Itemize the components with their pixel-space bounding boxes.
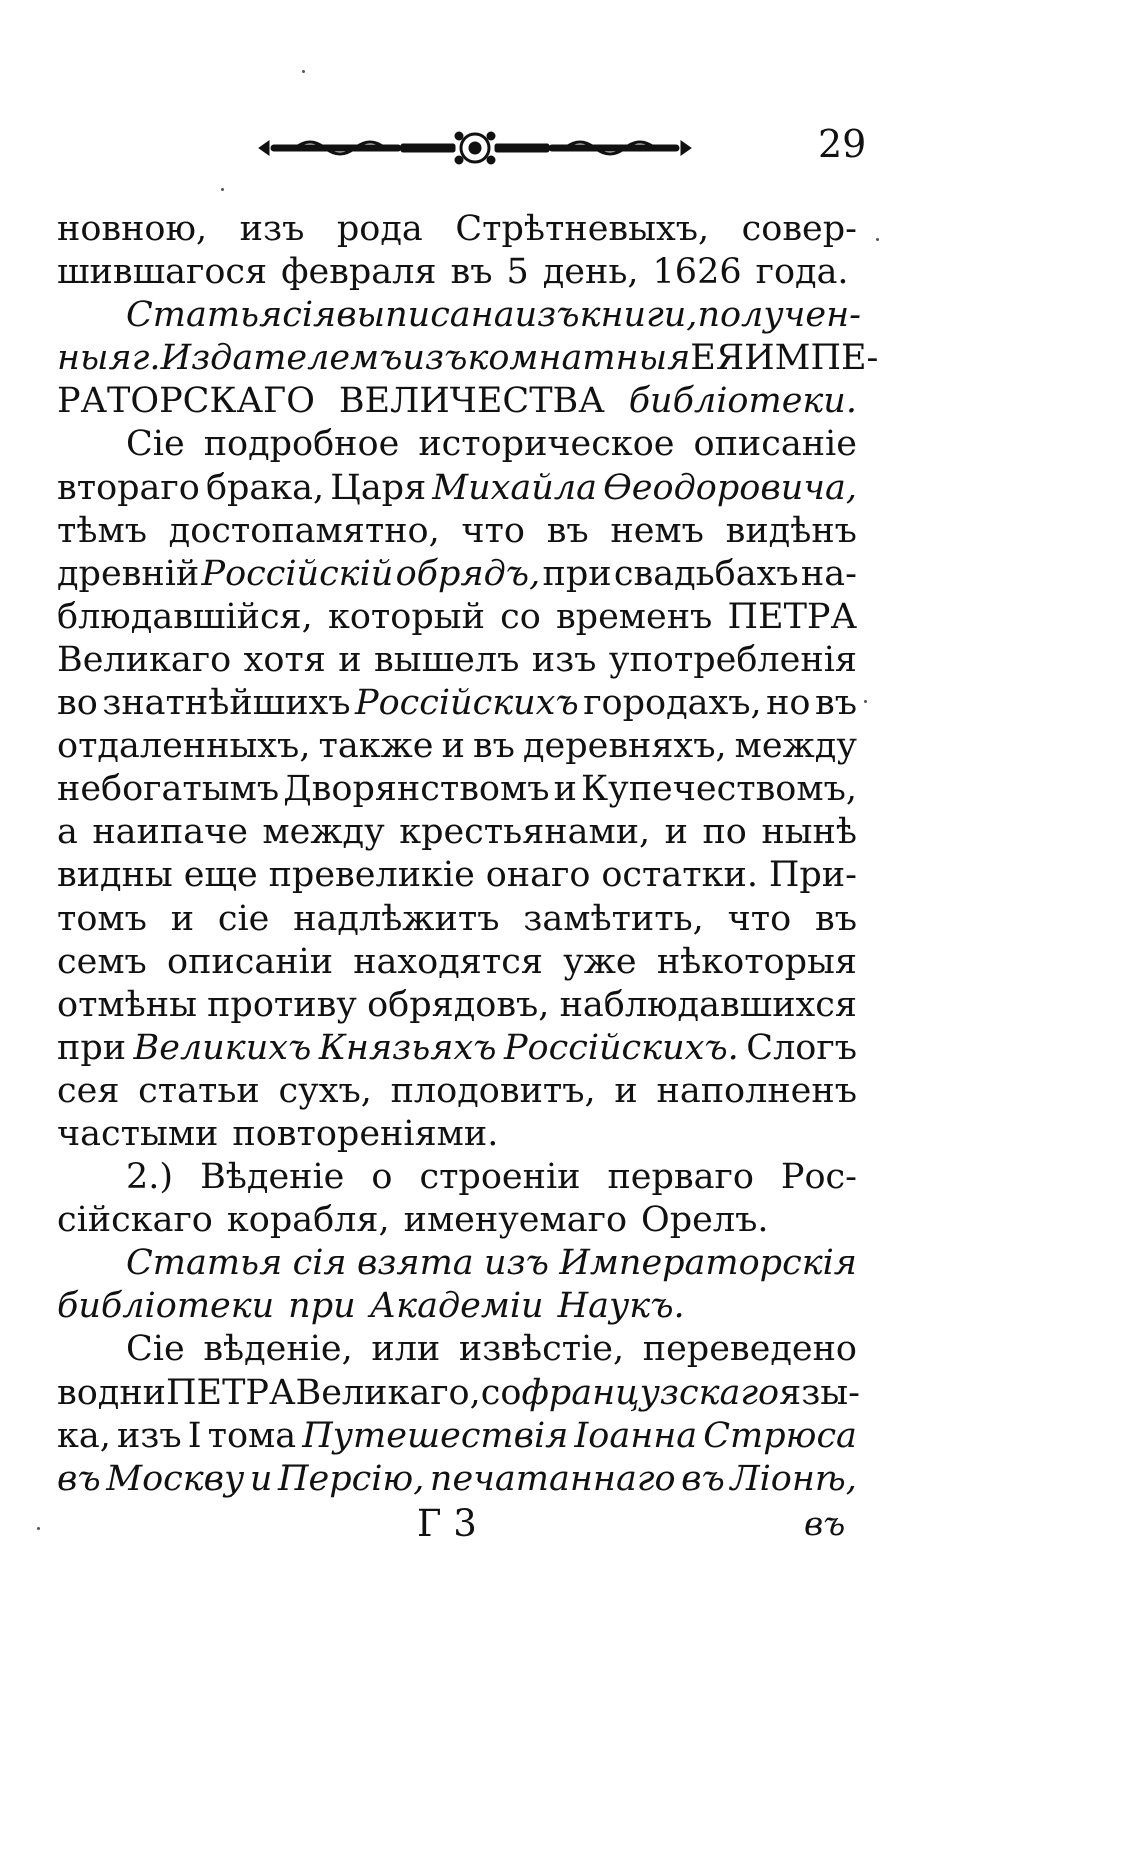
word: крестьянами,: [399, 812, 651, 853]
word: историческое: [418, 424, 675, 465]
word: 1626: [652, 252, 742, 293]
text-line: [57, 639, 857, 682]
catchword: въ: [804, 1504, 846, 1543]
word: Царя: [330, 467, 427, 508]
text-line: [57, 1415, 857, 1458]
word: новною,: [57, 209, 208, 249]
word: Стрюса: [703, 1415, 857, 1456]
word: день,: [542, 252, 639, 293]
word: Великихъ: [133, 1027, 312, 1068]
text-line: [57, 380, 857, 423]
word: Орелъ.: [641, 1200, 769, 1241]
word: Россійскій: [201, 553, 394, 594]
word: Великаго: [57, 639, 232, 680]
word: въ: [681, 1458, 725, 1499]
word: при: [542, 553, 612, 594]
word: немъ: [610, 510, 704, 551]
word: шившагося: [57, 252, 268, 293]
text-line: [57, 768, 857, 811]
word: Ліонѣ,: [730, 1458, 857, 1499]
word: также: [318, 726, 434, 767]
ornament-headpiece-icon: [255, 128, 695, 168]
word: Наукъ.: [557, 1286, 685, 1327]
word: сія: [282, 295, 337, 336]
word: вѣденіе,: [203, 1329, 353, 1370]
word: изъ: [239, 209, 305, 249]
word: о: [371, 1157, 393, 1198]
print-speck: [876, 238, 879, 241]
word: Россійскихъ: [355, 683, 579, 724]
word: Рос-: [780, 1157, 857, 1198]
word: строеніи: [419, 1157, 581, 1198]
text-line: [57, 553, 857, 596]
word: Сіе: [126, 424, 185, 465]
word: Слогъ: [746, 1027, 857, 1068]
print-speck: [864, 700, 867, 703]
text-line: [57, 510, 857, 553]
word: года.: [755, 252, 849, 293]
word: и: [614, 1070, 638, 1111]
word: обрядовъ,: [367, 984, 550, 1025]
word: наипаче: [92, 812, 248, 853]
text-line: [57, 467, 857, 510]
word: Іоанна: [574, 1415, 698, 1456]
word: при: [57, 1027, 127, 1068]
word: между: [734, 726, 857, 767]
word: извѣстіе,: [458, 1329, 625, 1370]
text-line: [57, 251, 857, 294]
word: ныя: [57, 338, 132, 379]
word: хотя: [243, 639, 326, 680]
text-line: [57, 984, 857, 1027]
word: получен-: [697, 295, 862, 336]
word: противу: [207, 984, 357, 1025]
text-line: [57, 596, 857, 639]
word: тома: [207, 1415, 297, 1456]
word: а: [57, 812, 78, 853]
text-line: [57, 1156, 857, 1199]
word: именуемаго: [403, 1200, 628, 1241]
text-line: [57, 1070, 857, 1113]
word: плодовитъ,: [390, 1070, 596, 1111]
word: по: [702, 812, 747, 853]
word: комнатныя: [467, 338, 691, 379]
word: въ: [546, 510, 589, 551]
word: описаніе: [693, 424, 857, 465]
text-line: [57, 1328, 857, 1371]
word: во: [57, 683, 98, 724]
word: отдаленныхъ,: [57, 726, 311, 767]
word: видѣнъ: [725, 510, 857, 551]
word: въ: [57, 1458, 101, 1499]
text-line: [57, 423, 857, 466]
word: Императорскія: [559, 1243, 857, 1284]
word: сухъ,: [278, 1070, 372, 1111]
word: и: [664, 812, 688, 853]
word: въ: [450, 252, 493, 293]
word: въ: [815, 898, 857, 939]
word: во: [57, 1372, 98, 1413]
print-speck: [302, 70, 305, 73]
word: частыми: [57, 1113, 219, 1154]
word: сійскаго: [57, 1200, 213, 1241]
word: выписана: [336, 295, 515, 336]
word: въ: [472, 726, 515, 767]
text-line: [57, 854, 857, 897]
text-line: [57, 1372, 860, 1415]
word: Сіе: [126, 1329, 185, 1370]
word: и: [553, 769, 577, 810]
word: изъ: [484, 1243, 549, 1284]
word: вышелъ: [374, 639, 520, 680]
word: городахъ,: [583, 683, 762, 724]
text-line: [57, 1199, 857, 1242]
word: на-: [800, 553, 857, 594]
text-line: [57, 941, 857, 984]
word: сія: [292, 1243, 347, 1284]
word: который: [327, 596, 485, 637]
word: Михайла: [432, 467, 597, 508]
word: Статья: [126, 1243, 283, 1284]
word: превеликіе: [268, 855, 475, 896]
word: видны: [57, 855, 173, 896]
word: древній: [57, 553, 200, 594]
word: наблюдавшихся: [559, 984, 857, 1025]
word: Купечествомъ,: [581, 769, 857, 810]
word: изъ: [402, 338, 468, 379]
word: уже: [563, 941, 637, 982]
word: нѣкоторыя: [656, 941, 857, 982]
word: совер-: [741, 209, 857, 249]
text-line: [57, 898, 857, 941]
text-line: [57, 1027, 857, 1070]
print-speck: [221, 188, 224, 191]
word: находятся: [353, 941, 543, 982]
word: г.: [131, 338, 161, 379]
word: При-: [768, 855, 857, 896]
word: обрядъ,: [395, 553, 541, 594]
word: февраля: [281, 252, 437, 293]
word: Персію,: [277, 1458, 425, 1499]
text-line: [57, 1113, 857, 1156]
word: со: [480, 1372, 522, 1413]
word: подробное: [203, 424, 400, 465]
word: Статья: [126, 295, 283, 336]
word: переведено: [642, 1329, 857, 1370]
word: библіотеки: [57, 1286, 275, 1327]
word: и: [170, 898, 195, 939]
text-line: [57, 682, 857, 725]
word: свадьбахъ: [613, 553, 799, 594]
word: втораго: [57, 467, 200, 508]
word: блюдавшійся,: [57, 596, 313, 637]
word: отмѣны: [57, 984, 197, 1025]
word: въ: [815, 683, 857, 724]
word: но: [766, 683, 811, 724]
word: 5: [506, 252, 529, 293]
text-line: [57, 208, 857, 251]
word: что: [727, 898, 792, 939]
word: временъ: [555, 596, 713, 637]
word: Издателемъ: [160, 338, 403, 379]
word: рода: [336, 209, 423, 249]
word: ИМПЕ-: [744, 338, 879, 379]
word: корабля,: [226, 1200, 390, 1241]
word: остатки.: [601, 855, 758, 896]
word: семъ: [57, 941, 147, 982]
word: что: [461, 510, 525, 551]
word: Дворянствомъ: [283, 769, 550, 810]
word: описаніи: [167, 941, 334, 982]
word: Академіи: [369, 1286, 544, 1327]
word: 2.): [126, 1157, 174, 1198]
word: ВЕЛИЧЕСТВА: [338, 381, 605, 422]
word: I: [187, 1415, 202, 1456]
text-line: [57, 294, 862, 337]
page-footer: [57, 1502, 857, 1550]
word: ЕЯ: [690, 338, 745, 379]
word: между: [262, 812, 385, 853]
text-line: [57, 1285, 857, 1328]
word: деревняхъ,: [522, 726, 727, 767]
word: знатнѣйшихъ: [102, 683, 351, 724]
word: перваго: [607, 1157, 754, 1198]
text-line: [57, 337, 879, 380]
word: употребленія: [608, 639, 857, 680]
word: достопамятно,: [168, 510, 440, 551]
word: Князьяхъ: [318, 1027, 497, 1068]
word: книги,: [579, 295, 698, 336]
word: тѣмъ: [57, 510, 147, 551]
word: сея: [57, 1070, 120, 1111]
word: нынѣ: [761, 812, 857, 853]
body-text: [57, 208, 879, 1501]
word: язы-: [779, 1372, 860, 1413]
word: РАТОРСКАГО: [57, 381, 315, 422]
word: и: [338, 639, 362, 680]
word: дни: [97, 1372, 166, 1413]
word: Вѣденіе: [200, 1157, 345, 1198]
word: брака,: [205, 467, 325, 508]
word: библіотеки.: [628, 381, 857, 422]
word: Москву: [106, 1458, 245, 1499]
word: изъ: [116, 1415, 182, 1456]
word: ка,: [57, 1415, 111, 1456]
word: ПЕТРА: [727, 596, 857, 637]
word: надлѣжитъ: [293, 898, 500, 939]
word: небогатымъ: [57, 769, 280, 810]
signature-mark: Г 3: [417, 1502, 477, 1545]
word: томъ: [57, 898, 147, 939]
text-line: [57, 725, 857, 768]
word: Ѳеодоровича,: [603, 467, 857, 508]
word: Россійскихъ.: [504, 1027, 739, 1068]
page-header: [60, 122, 867, 178]
word: повтореніями.: [232, 1113, 499, 1154]
word: со: [500, 596, 541, 637]
page-number: 29: [818, 122, 867, 166]
word: замѣтить,: [523, 898, 704, 939]
word: Путешествія: [302, 1415, 569, 1456]
word: сіе: [217, 898, 270, 939]
word: Великаго,: [295, 1372, 481, 1413]
word: Стрѣтневыхъ,: [455, 209, 710, 249]
word: онаго: [485, 855, 591, 896]
word: ПЕТРА: [166, 1372, 296, 1413]
print-speck: [37, 1527, 40, 1530]
word: изъ: [531, 639, 597, 680]
text-line: [57, 811, 857, 854]
word: еще: [183, 855, 258, 896]
word: и: [441, 726, 465, 767]
word: или: [371, 1329, 441, 1370]
text-line: [57, 1242, 857, 1285]
word: и: [249, 1458, 273, 1499]
word: при: [288, 1286, 356, 1327]
word: печатаннаго: [429, 1458, 676, 1499]
word: наполненъ: [656, 1070, 857, 1111]
text-line: [57, 1458, 857, 1501]
word: французскаго: [521, 1372, 780, 1413]
word: изъ: [514, 295, 580, 336]
word: взята: [356, 1243, 474, 1284]
word: статьи: [138, 1070, 260, 1111]
